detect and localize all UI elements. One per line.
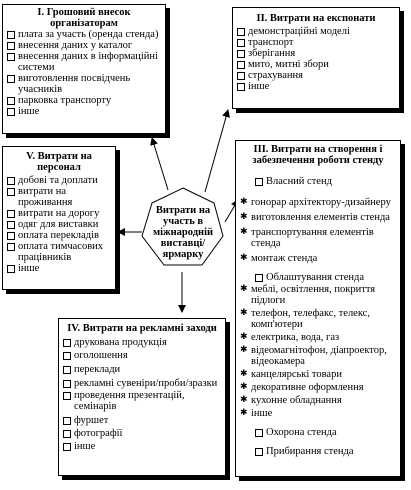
box-personnel xyxy=(2,146,116,290)
list-item: інше xyxy=(7,263,115,274)
box-advertising xyxy=(58,318,226,476)
box1-title: I. Грошовий внесок організаторам xyxy=(37,7,131,29)
security-label: Охорона стенда xyxy=(250,427,400,438)
arrow-to-box2 xyxy=(205,110,228,192)
list-item: фотографії xyxy=(63,428,225,439)
box4-list xyxy=(59,337,225,452)
list-item: витрати на проживання xyxy=(7,186,115,208)
equipment-label: Облаштування стенда xyxy=(250,272,400,283)
box-exhibits xyxy=(232,7,400,109)
list-item: мито, митні збори xyxy=(237,59,399,70)
list-item: ✱ декоративне оформлення xyxy=(240,382,400,393)
list-item: витрати на дорогу xyxy=(7,208,115,219)
list-item: оплата тимчасових працівників xyxy=(7,241,115,263)
box1-list xyxy=(3,29,165,117)
center-label: Витрати на участь в міжнародній виставці/ ярмарку xyxy=(152,205,214,260)
list-item: оплата перекладів xyxy=(7,230,115,241)
box3-title: III. Витрати на створення і забезпечення роботи стенду xyxy=(252,144,384,166)
list-item: ✱ канцелярські товари xyxy=(240,369,400,380)
list-item: фуршет xyxy=(63,415,225,426)
cleaning-label: Прибирання стенда xyxy=(250,446,400,457)
list-item: інше xyxy=(7,106,165,117)
list-item: плата за участь (оренда стенда) xyxy=(7,29,165,40)
list-item: ✱ транспортування елементів стенда xyxy=(240,227,400,249)
list-item: інше xyxy=(237,81,399,92)
list-item: ✱ виготовлення елементів стенда xyxy=(240,212,400,223)
list-item: інше xyxy=(63,441,225,452)
list-item: переклади xyxy=(63,364,225,375)
box5-list xyxy=(3,175,115,274)
box-stand-costs xyxy=(235,140,401,477)
list-item: проведення презентацій, семінарів xyxy=(63,390,225,412)
list-item: виготовлення посвідчень учасників xyxy=(7,73,165,95)
list-item: ✱ інше xyxy=(240,408,400,419)
list-item: добові та доплати xyxy=(7,175,115,186)
list-item: ✱ телефон, телефакс, телекс, комп'ютери xyxy=(240,308,400,330)
list-item: ✱ меблі, освітлення, покриття підлоги xyxy=(240,284,400,306)
list-item: страхування xyxy=(237,70,399,81)
equipment-list xyxy=(236,284,400,419)
list-item: оголошення xyxy=(63,350,225,361)
box2-title: II. Витрати на експонати xyxy=(256,13,376,24)
own-stand-label: Власний стенд xyxy=(250,176,400,187)
list-item: ✱ електрика, вода, газ xyxy=(240,332,400,343)
box5-title: V. Витрати на персонал xyxy=(26,151,92,173)
box-organizer-fee xyxy=(2,4,166,134)
list-item: внесення даних у каталог xyxy=(7,40,165,51)
box4-title: IV. Витрати на рекламні заходи xyxy=(67,323,217,334)
list-item: друкована продукція xyxy=(63,337,225,348)
list-item: демонстраційні моделі xyxy=(237,26,399,37)
arrow-to-box1 xyxy=(152,138,168,190)
box2-list xyxy=(233,26,399,92)
list-item: парковка транспорту xyxy=(7,95,165,106)
list-item: рекламні сувеніри/проби/зразки xyxy=(63,378,225,389)
own-stand-list xyxy=(236,197,400,264)
list-item: транспорт xyxy=(237,37,399,48)
list-item: ✱ відеомагнітофон, діапроектор, відеокамера xyxy=(240,345,400,367)
list-item: внесення даних в інформаційні системи xyxy=(7,51,165,73)
list-item: ✱ гонорар архітектору-дизайнеру xyxy=(240,197,400,208)
list-item: ✱ кухонне обладнання xyxy=(240,395,400,406)
list-item: зберігання xyxy=(237,48,399,59)
list-item: одяг для виставки xyxy=(7,219,115,230)
list-item: ✱ монтаж стенда xyxy=(240,253,400,264)
